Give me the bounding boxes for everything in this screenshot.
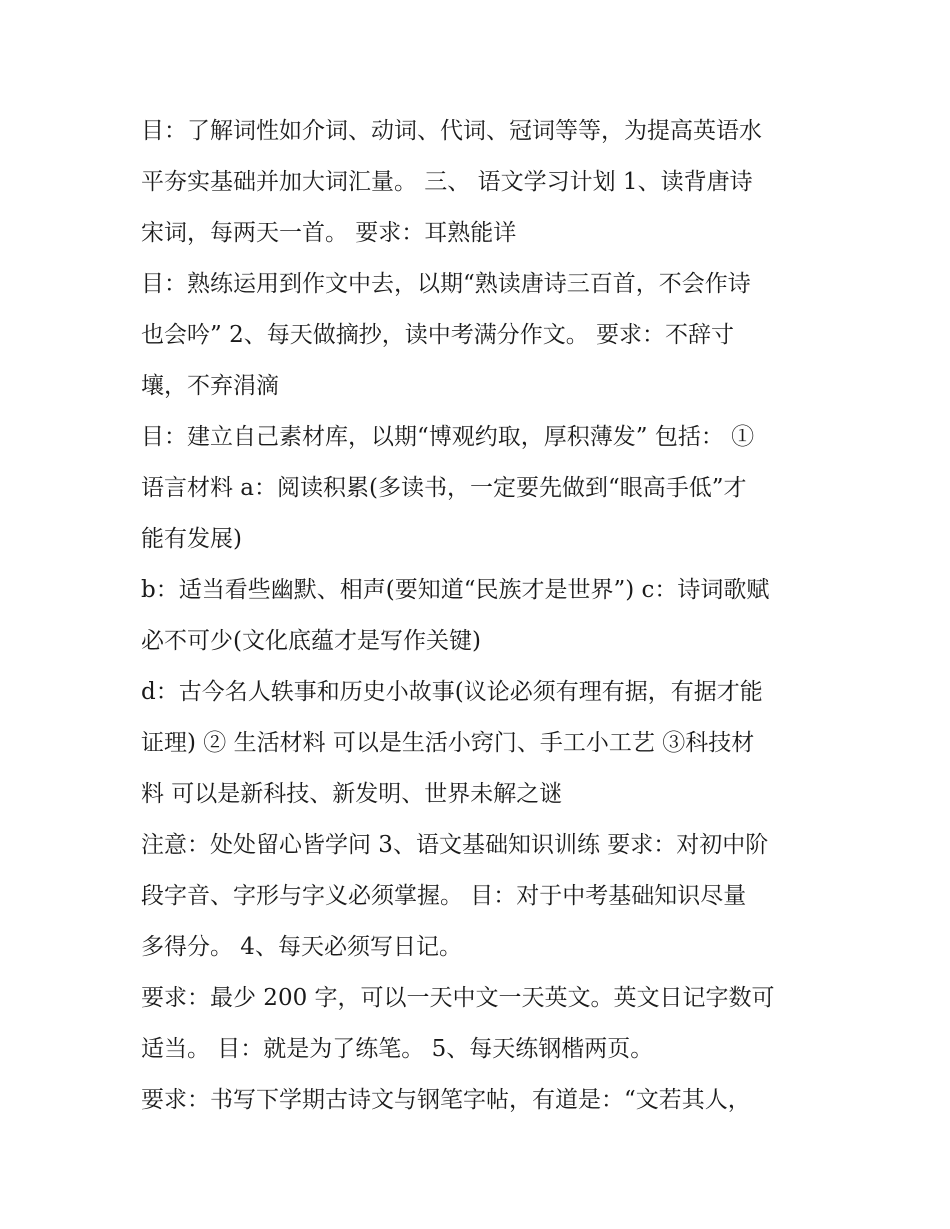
text-line: b：适当看些幽默、相声(要知道“民族才是世界”) c：诗词歌赋 [141, 577, 770, 603]
text-line: 料 可以是新科技、新发明、世界未解之谜 [141, 781, 563, 807]
text-line: 能有发展) [141, 526, 242, 552]
text-line: d：古今名人轶事和历史小故事(议论必须有理有据，有据才能 [141, 679, 763, 705]
text-line: 适当。 目：就是为了练笔。 5、每天练钢楷两页。 [141, 1036, 654, 1062]
text-line: 注意：处处留心皆学问 3、语文基础知识训练 要求：对初中阶 [141, 832, 769, 858]
text-line: 段字音、字形与字义必须掌握。 目：对于中考基础知识尽量 [141, 883, 747, 909]
text-line: 证理) ② 生活材料 可以是生活小窍门、手工小工艺 ③科技材 [141, 730, 755, 756]
text-line: 也会吟” 2、每天做摘抄，读中考满分作文。 要求：不辞寸 [141, 322, 735, 348]
text-line: 必不可少(文化底蕴才是写作关键) [141, 628, 481, 654]
document-body [141, 106, 831, 1126]
text-line: 多得分。 4、每天必须写日记。 [141, 934, 462, 960]
text-line: 目：建立自己素材库，以期“博观约取，厚积薄发” 包括： ① [141, 424, 755, 450]
text-line: 语言材料 a：阅读积累(多读书，一定要先做到“眼高手低”才 [141, 475, 747, 501]
text-line: 目：熟练运用到作文中去，以期“熟读唐诗三百首，不会作诗 [141, 271, 751, 297]
text-line: 宋词，每两天一首。 要求：耳熟能详 [141, 220, 517, 246]
text-line: 要求：最少 200 字，可以一天中文一天英文。英文日记字数可 [141, 985, 775, 1011]
text-line: 平夯实基础并加大词汇量。 三、 语文学习计划 1、读背唐诗 [141, 169, 753, 195]
text-line: 要求：书写下学期古诗文与钢笔字帖，有道是：“文若其人， [141, 1087, 751, 1113]
text-line: 壤，不弃涓滴 [141, 373, 279, 399]
text-line: 目：了解词性如介词、动词、代词、冠词等等，为提高英语水 [141, 118, 762, 144]
